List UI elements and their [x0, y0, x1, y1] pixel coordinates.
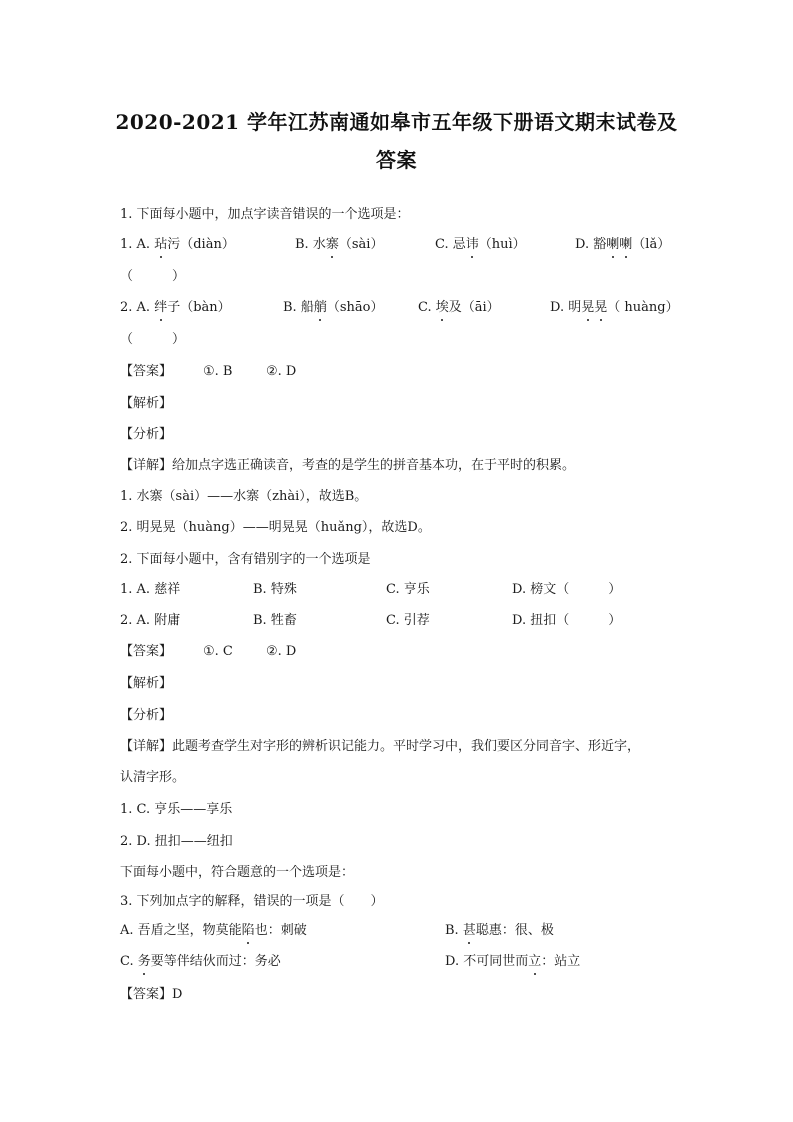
- answer-1: ①. B: [203, 364, 233, 379]
- emphasis-dot-char: 寨: [325, 237, 339, 252]
- q1-sub2-options: [120, 300, 680, 318]
- q1-sub2-option-a: 2. A. 绊子（bàn）: [120, 300, 231, 315]
- q3-stem: 3. 下列加点字的解释，错误的一项是（ ）: [120, 894, 384, 909]
- q3-option-a: A. 吾盾之坚，物莫能陷也：刺破: [120, 923, 307, 938]
- q1-stem: 1. 下面每小题中，加点字读音错误的一个选项是：: [120, 207, 410, 222]
- emphasis-dot-char: 玷: [154, 237, 168, 252]
- q2-answer: [120, 644, 420, 662]
- answer-label: 【答案】: [120, 644, 173, 659]
- q1-answer: [120, 364, 420, 382]
- q3-answer: 【答案】D: [120, 987, 183, 1002]
- q1-sub2-option-b: B. 船艄（shāo）: [283, 300, 384, 315]
- q2-detail-2: 2. D. 扭扣——纽扣: [120, 834, 233, 849]
- q3-options-row-1: [120, 923, 680, 941]
- q2-sub2-options: [120, 613, 680, 631]
- q2-sub2-option-c: C. 引荐: [386, 613, 430, 628]
- q3-intro: 下面每小题中，符合题意的一个选项是：: [120, 865, 355, 880]
- q1-jiexi-label: 【解析】: [120, 396, 173, 411]
- q1-sub2-option-c: C. 埃及（āi）: [418, 300, 500, 315]
- document-title-line-2: 答案: [376, 148, 417, 172]
- q3-option-b: B. 甚聪惠：很、极: [445, 923, 554, 938]
- q3-option-d: D. 不可同世而立：站立: [445, 954, 581, 969]
- answer-2: ②. D: [266, 364, 297, 379]
- q1-sub2-answer-blank: （ ）: [120, 332, 186, 347]
- answer-1: ①. C: [203, 644, 233, 659]
- q2-sub2-option-b: B. 牲畜: [253, 613, 297, 628]
- emphasis-dot-char: 艄: [313, 300, 327, 315]
- emphasis-dot-char: 陷: [241, 923, 255, 938]
- answer-2: ②. D: [266, 644, 297, 659]
- emphasis-dot-char: 晃: [581, 300, 595, 315]
- q2-sub2-option-d: D. 扭扣（ ）: [512, 613, 622, 628]
- q1-sub1-option-c: C. 忌讳（huì）: [435, 237, 526, 252]
- emphasis-dot-char: 讳: [465, 237, 479, 252]
- q1-sub1-answer-blank: （ ）: [120, 269, 186, 284]
- q2-fenxi-label: 【分析】: [120, 708, 173, 723]
- answer-label: 【答案】: [120, 364, 173, 379]
- q1-sub1-option-d: D. 豁喇喇（lǎ）: [575, 237, 671, 252]
- q2-stem: 2. 下面每小题中，含有错别字的一个选项是: [120, 552, 371, 567]
- q2-xiangjie-line-1: 【详解】此题考查学生对字形的辨析识记能力。平时学习中，我们要区分同音字、形近字，: [120, 739, 641, 754]
- q2-sub1-option-d: D. 榜文（ ）: [512, 582, 622, 597]
- q1-detail-1: 1. 水寨（sài）——水寨（zhài），故选B。: [120, 489, 368, 504]
- q2-sub1-options: [120, 582, 680, 600]
- q3-option-c: C. 务要等伴结伙而过：务必: [120, 954, 281, 969]
- q3-options-row-2: [120, 954, 680, 972]
- q1-sub1-option-a: 1. A. 玷污（diàn）: [120, 237, 235, 252]
- q2-sub1-option-a: 1. A. 慈祥: [120, 582, 181, 597]
- q1-sub1-option-b: B. 水寨（sài）: [295, 237, 384, 252]
- q1-fenxi-label: 【分析】: [120, 427, 173, 442]
- q1-sub1-options: [120, 237, 680, 255]
- q2-detail-1: 1. C. 亨乐——享乐: [120, 802, 233, 817]
- q2-xiangjie-line-2: 认清字形。: [120, 770, 186, 785]
- emphasis-dot-char: 绊: [154, 300, 168, 315]
- emphasis-dot-char: 埃: [435, 300, 449, 315]
- emphasis-dot-char: 喇: [619, 237, 633, 252]
- q2-sub1-option-c: C. 亨乐: [386, 582, 430, 597]
- emphasis-dot-char: 喇: [606, 237, 620, 252]
- document-title-line-1: 2020-2021 学年江苏南通如皋市五年级下册语文期末试卷及: [115, 110, 678, 134]
- emphasis-dot-char: 甚: [462, 923, 476, 938]
- q1-detail-2: 2. 明晃晃（huàng）——明晃晃（huǎng），故选D。: [120, 520, 431, 535]
- emphasis-dot-char: 晃: [594, 300, 608, 315]
- emphasis-dot-char: 立: [528, 954, 542, 969]
- q2-jiexi-label: 【解析】: [120, 676, 173, 691]
- q2-sub1-option-b: B. 特殊: [253, 582, 297, 597]
- q1-sub2-option-d: D. 明晃晃（ huàng）: [550, 300, 679, 315]
- q1-xiangjie: 【详解】给加点字选正确读音，考查的是学生的拼音基本功，在于平时的积累。: [120, 458, 576, 473]
- q2-sub2-option-a: 2. A. 附庸: [120, 613, 181, 628]
- emphasis-dot-char: 务: [137, 954, 151, 969]
